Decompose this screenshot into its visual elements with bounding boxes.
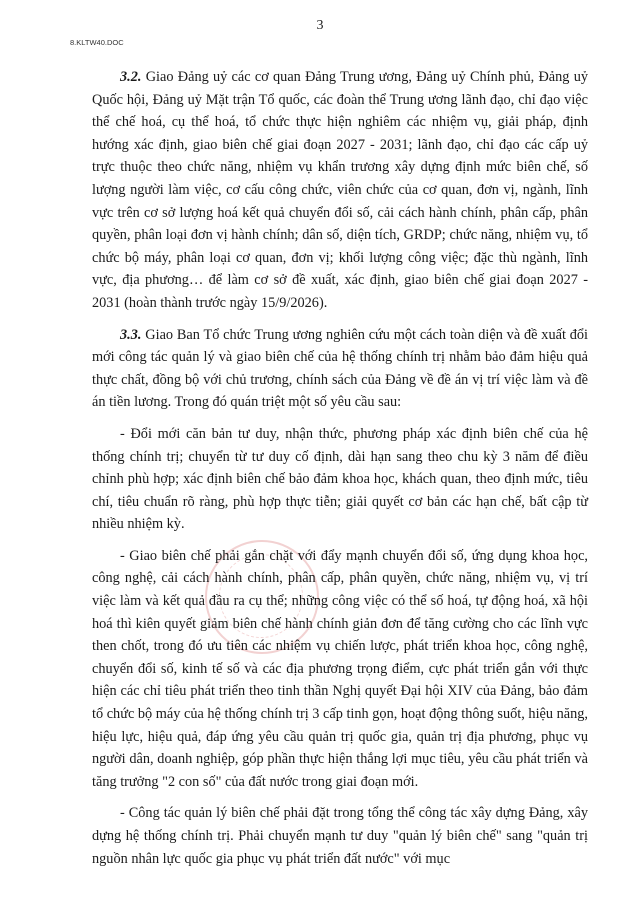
page-number: 3 bbox=[316, 18, 324, 33]
bullet-paragraph bbox=[92, 423, 588, 536]
bullet-paragraph bbox=[92, 545, 588, 794]
paragraph-3-2 bbox=[92, 66, 588, 315]
bullet-paragraph bbox=[92, 802, 588, 870]
paragraph-3-3 bbox=[92, 324, 588, 414]
section-number: 3.3. bbox=[120, 326, 142, 343]
document-body bbox=[92, 66, 588, 879]
paragraph-text: - Công tác quản lý biên chế phải đặt trong tổng thể công tác xây dựng Đảng, xây dựng hệ thống chính trị. Phải chuyển mạnh tư duy "quản lý biên chế" sang "quản trị nguồn nhân lực quốc gia phục vụ phát triển đất nước" với mục bbox=[92, 805, 588, 867]
paragraph-text: - Đổi mới căn bản tư duy, nhận thức, phương pháp xác định biên chế của hệ thống chính trị; chuyển từ tư duy cố định, dài hạn sang theo chu kỳ 3 năm để điều chỉnh phù hợp; xác định biên chế bảo đảm khoa học, khách quan, theo định mức, tiêu chí, tiêu chuẩn rõ ràng, phù hợp thực tiễn; giải quyết cơ bản các hạn chế, bất cập từ nhiều nhiệm kỳ. bbox=[92, 425, 588, 533]
section-number: 3.2. bbox=[120, 69, 142, 85]
paragraph-text: - Giao biên chế phải gắn chặt với đẩy mạnh chuyển đổi số, ứng dụng khoa học, công nghệ, cải cách hành chính, phân cấp, phân quyền, chức năng, nhiệm vụ, vị trí việc làm và kết quả đầu ra cụ thể; những công việc có thể số hoá, tự động hoá, xã hội hoá thì kiên quyết giảm biên chế hành chính giản đơn để tăng cường cho các lĩnh vực then chốt, trong đó ưu tiên các nhiệm vụ chiến lược, phát triển khoa học, công nghệ, chuyển đổi số, kinh tế số và các địa phương trọng điểm, cực phát triển gắn với thực hiện các chỉ tiêu phát triển theo tinh thần Nghị quyết Đại hội XIV của Đảng, bảo đảm tổ chức bộ máy của hệ thống chính trị 3 cấp tinh gọn, hoạt động thông suốt, hiệu năng, hiệu lực, hiệu quả, đáp ứng yêu cầu quản trị quốc gia, quản trị địa phương, phục vụ người dân, doanh nghiệp, góp phần thực hiện thắng lợi mục tiêu, yêu cầu phát triển và tăng trưởng "2 con số" của đất nước trong giai đoạn mới. bbox=[92, 547, 588, 790]
paragraph-text: Giao Đảng uỷ các cơ quan Đảng Trung ương, Đảng uỷ Chính phủ, Đảng uỷ Quốc hội, Đảng uỷ Mặt trận Tổ quốc, các đoàn thể Trung ương lãnh đạo, chỉ đạo việc thể chế hoá, cụ thể hoá, tổ chức thực hiện nghiêm các nhiệm vụ, giải pháp, định hướng xác định, giao biên chế giai đoạn 2027 - 2031; lãnh đạo, chỉ đạo các cấp uỷ trực thuộc theo chức năng, nhiệm vụ khẩn trương xây dựng định mức biên chế, số lượng người làm việc, cơ cấu công chức, viên chức của cơ quan, đơn vị, ngành, lĩnh vực trên cơ sở lượng hoá kết quả chuyển đổi số, cải cách hành chính, phân cấp, phân quyền, phân loại đơn vị hành chính; dân số, diện tích, GRDP; chức năng, nhiệm vụ, tổ chức bộ máy, phân loại cơ quan, đơn vị; khối lượng công việc; đặc thù ngành, lĩnh vực, địa phương… để làm cơ sở đề xuất, xác định, giao biên chế giai đoạn 2027 - 2031 (hoàn thành trước ngày 15/9/2026). bbox=[92, 69, 588, 311]
paragraph-text: Giao Ban Tổ chức Trung ương nghiên cứu một cách toàn diện và đề xuất đổi mới công tác quản lý và giao biên chế của hệ thống chính trị nhằm bảo đảm hiệu quả thực chất, đồng bộ với chủ trương, chính sách của Đảng về đề án vị trí việc làm và đề án tiền lương. Trong đó quán triệt một số yêu cầu sau: bbox=[92, 326, 588, 411]
document-code: 8.KLTW40.DOC bbox=[70, 38, 124, 47]
